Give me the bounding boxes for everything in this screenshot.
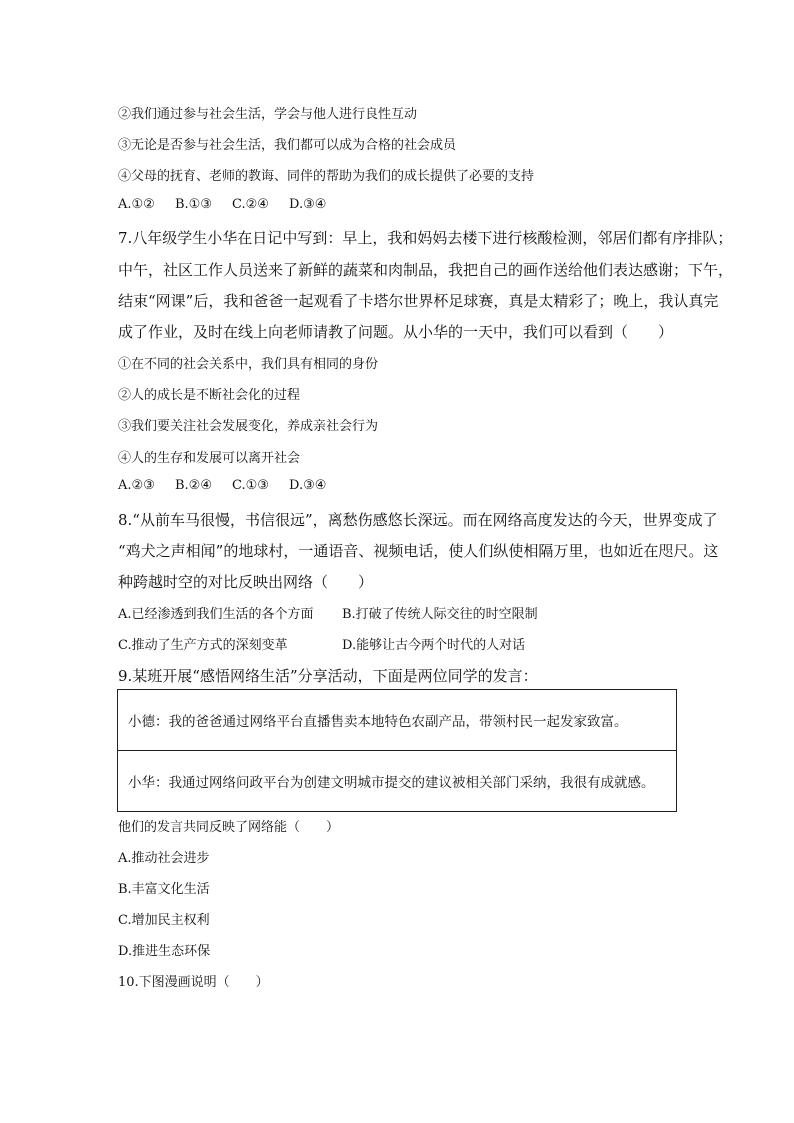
q7-statement-4: ④人的生存和发展可以离开社会 [118,451,301,466]
q9-option-c: C.增加民主权利 [118,913,210,928]
q7-option-c: C.①③ [232,478,269,493]
q6-statement-2: ②我们通过参与社会生活，学会与他人进行良性互动 [118,107,418,122]
q8-stem-line-2: “鸡犬之声相闻”的地球村，一通语音、视频电话，使人们纵使相隔万里，也如近在咫尺。这 [118,542,719,560]
q6-option-d: D.③④ [289,197,327,212]
q9-option-b: B.丰富文化生活 [118,882,210,897]
q7-options [118,478,326,493]
q9-speech-table [117,689,677,812]
q9-speech-xiaohua: 小华：我通过网络问政平台为创建文明城市提交的建议被相关部门采纳，我很有成就感。 [118,750,676,811]
q6-statement-4: ④父母的抚育、老师的教诲、同伴的帮助为我们的成长提供了必要的支持 [118,169,535,184]
q6-option-a: A.①② [118,197,155,212]
q8-option-b: B.打破了传统人际交往的时空限制 [342,607,538,622]
q8-stem-line-3: 种跨越时空的对比反映出网络（ ） [118,573,374,591]
q9-option-a: A.推动社会进步 [118,851,210,866]
q6-statement-3: ③无论是否参与社会生活，我们都可以成为合格的社会成员 [118,138,457,153]
q7-statement-3: ③我们要关注社会发展变化，养成亲社会行为 [118,419,379,434]
q9-option-d: D.推进生态环保 [118,944,211,959]
q10-stem: 10.下图漫画说明（ ） [118,975,269,990]
q7-option-d: D.③④ [289,478,327,493]
q6-option-c: C.②④ [232,197,269,212]
q6-options [118,197,326,212]
q8-option-d: D.能够让古今两个时代的人对话 [342,638,526,653]
q9-speech-xiaode: 小德：我的爸爸通过网络平台直播售卖本地特色农副产品，带领村民一起发家致富。 [128,714,628,730]
q9-question: 他们的发言共同反映了网络能（ ） [118,820,340,835]
q8-stem-line-1: 8.“从前车马很慢，书信很远”，离愁伤感悠长深远。而在网络高度发达的今天，世界变成了 [118,511,718,529]
q7-stem-line-3: 结束“网课”后，我和爸爸一起观看了卡塔尔世界杯足球赛，真是太精彩了；晚上，我认真完 [118,292,719,310]
q8-option-a: A.已经渗透到我们生活的各个方面 [118,607,314,622]
q7-statement-2: ②人的成长是不断社会化的过程 [118,388,301,403]
q7-stem-line-1: 7.八年级学生小华在日记中写到：早上，我和妈妈去楼下进行核酸检测，邻居们都有序排队； [118,229,733,247]
q7-option-b: B.②④ [175,478,212,493]
q8-option-c: C.推动了生产方式的深刻变革 [118,638,288,653]
q7-stem-line-4: 成了作业，及时在线上向老师请教了问题。从小华的一天中，我们可以看到（ ） [118,323,674,341]
q7-statement-1: ①在不同的社会关系中，我们具有相同的身份 [118,357,379,372]
q7-option-a: A.②③ [118,478,155,493]
q9-stem: 9.某班开展“感悟网络生活”分享活动，下面是两位同学的发言： [118,667,538,685]
q6-option-b: B.①③ [175,197,212,212]
q7-stem-line-2: 中午，社区工作人员送来了新鲜的蔬菜和肉制品，我把自己的画作送给他们表达感谢；下午， [118,261,734,279]
